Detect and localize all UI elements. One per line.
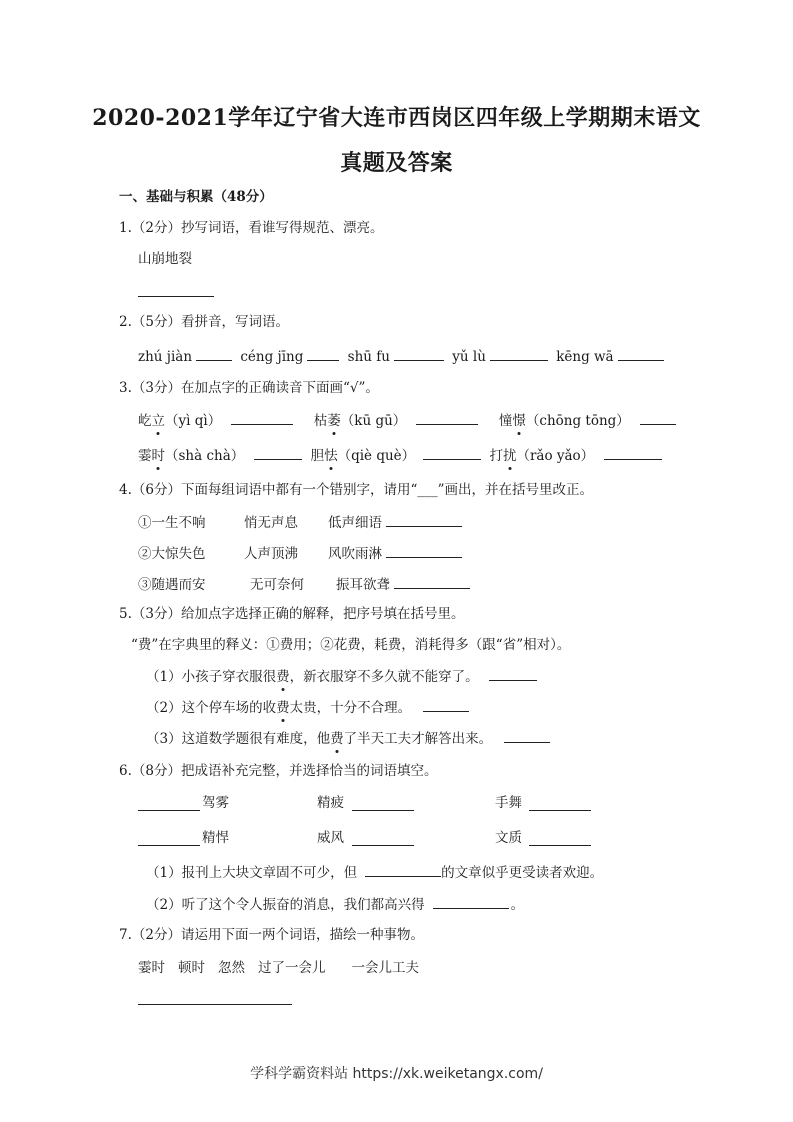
q7-word-2: 顿时 [178,960,205,976]
q6-idiom-3: 手舞 [495,795,522,811]
q3-blank-1[interactable] [231,410,293,425]
q6-blank-4[interactable] [138,845,200,846]
q2-pinyin-1: zhú jiàn [138,349,193,365]
q4-row-1 [138,512,466,532]
q3-blank-4[interactable] [254,445,302,460]
q7-word-4: 过了一会儿 [258,960,326,976]
q6-idiom-6: 文质 [495,830,522,846]
q5-item-2-post: 太贵，十分不合理。 [289,700,412,716]
q4-word-1-3: 低声细语 [328,515,382,531]
q6-idiom-5: 威风 [317,830,344,846]
q3-item-3-char: 憧 [498,413,513,429]
q4-blank-2[interactable] [386,543,462,558]
q5-item-1-pre: （1）小孩子穿衣服很 [146,669,277,685]
q7-answer-line[interactable] [138,1004,292,1005]
q6-sentence-2-pre: （2）听了这个令人振奋的消息，我们都高兴得 [146,897,425,913]
q2-blank-3[interactable] [394,346,444,361]
q5-item-3-dotted: 费 [330,731,344,747]
q3-item-1-dotted: 立 [151,413,165,429]
q3-item-4-char: 霎 [138,448,152,464]
q6-blank-1[interactable] [138,810,200,811]
q5-item-1-post: ，新衣服穿不多久就不能穿了。 [289,669,479,685]
q4-word-1-2: 悄无声息 [244,515,298,531]
q1-word: 山崩地裂 [138,251,192,267]
q3-item-1-reading: （yì qì） [165,413,222,429]
q1-answer-line[interactable] [138,296,214,297]
q5-stem: 5.（3分）给加点字选择正确的解释，把序号填在括号里。 [119,606,465,622]
q7-word-1: 霎时 [138,960,165,976]
q3-blank-2[interactable] [416,410,478,425]
q6-blank-5[interactable] [352,845,414,846]
q6-sentence-1 [146,862,603,882]
q2-blank-4[interactable] [490,346,548,361]
q6-stem: 6.（8分）把成语补充完整，并选择恰当的词语填空。 [119,763,438,779]
q3-row-2 [138,445,666,465]
q7-word-5: 一会儿工夫 [351,960,419,976]
q6-sentence-1-post: 的文章似乎更受读者欢迎。 [441,865,604,881]
q6-sentence-2-blank[interactable] [433,894,509,909]
q6-idiom-4: 精悍 [202,830,229,846]
q2-pinyin-row [138,346,668,366]
q6-sentence-1-pre: （1）报刊上大块文章固不可少，但 [146,865,358,881]
q7-word-list [138,959,419,977]
q3-item-4-reading: （shà chà） [165,448,245,464]
q3-item-5-dotted: 怯 [324,448,338,464]
q2-pinyin-3: shū fu [347,349,390,365]
q5-definition: “费”在字典里的释义：①费用；②花费，耗费，消耗得多（跟“省”相对）。 [131,637,571,653]
title-line-1: 2020-2021学年辽宁省大连市西岗区四年级上学期期末语文 [92,105,701,131]
q6-idiom-2: 精疲 [317,795,344,811]
q3-item-6-char: 打 [489,448,503,464]
section-heading: 一、基础与积累（48分） [119,189,273,205]
q2-pinyin-5: kēng wā [556,349,614,365]
q6-sentence-2 [146,894,524,914]
q2-blank-1[interactable] [196,346,232,361]
q5-item-1-dotted: 费 [276,669,290,685]
q3-item-1-char: 屹 [138,413,152,429]
q3-item-5-char: 胆 [310,448,325,464]
q3-item-2-char: 枯 [313,413,328,429]
q3-item-2-reading: （kū gū） [340,413,407,429]
q3-item-6-reading: （rǎo yǎo） [516,448,595,464]
q5-blank-1[interactable] [489,666,537,681]
q2-stem: 2.（5分）看拼音，写词语。 [119,314,289,330]
q3-blank-5[interactable] [423,445,481,460]
q3-blank-6[interactable] [604,445,662,460]
q4-blank-3[interactable] [394,574,470,589]
q5-item-3-pre: （3）这道数学题很有难度，他 [146,731,331,747]
q4-word-2-1: ②大惊失色 [138,546,206,562]
q6-blank-3[interactable] [529,810,591,811]
q7-stem: 7.（2分）请运用下面一两个词语，描绘一种事物。 [119,927,424,943]
q2-pinyin-4: yǔ lù [452,349,486,365]
q4-word-3-2: 无可奈何 [250,577,304,593]
q3-item-2-dotted: 萎 [327,413,341,429]
q6-sentence-2-post: 。 [510,897,525,913]
q3-item-5-reading: （qiè què） [337,448,416,464]
q4-blank-1[interactable] [386,512,462,527]
q4-stem: 4.（6分）下面每组词语中都有一个错别字，请用“___”画出，并在括号里改正。 [119,482,594,498]
q1-stem: 1.（2分）抄写词语，看谁写得规范、漂亮。 [119,220,384,236]
q6-idiom-1: 驾雾 [202,795,229,811]
q3-blank-3[interactable] [640,410,676,425]
q4-word-2-3: 风吹雨淋 [328,546,382,562]
q5-item-1 [146,666,541,686]
q4-word-3-1: ③随遇而安 [138,577,206,593]
title-line-2: 真题及答案 [340,150,453,176]
q5-item-2 [146,697,473,717]
q5-item-2-pre: （2）这个停车场的收 [146,700,277,716]
q7-word-3: 忽然 [218,960,245,976]
q5-item-2-dotted: 费 [276,700,290,716]
q3-item-3-dotted: 憬 [512,413,526,429]
footer-watermark: 学科学霸资料站 https://xk.weiketangx.com/ [250,1066,543,1082]
q2-blank-5[interactable] [618,346,664,361]
q6-blank-6[interactable] [529,845,591,846]
q3-item-3-reading: （chōng tōng） [525,413,630,429]
q3-row-1 [138,410,680,430]
q6-blank-2[interactable] [352,810,414,811]
q5-item-3 [146,728,554,748]
q2-blank-2[interactable] [307,346,339,361]
q3-item-4-dotted: 时 [151,448,165,464]
q4-row-3 [138,574,474,594]
q3-stem: 3.（3分）在加点字的正确读音下面画“√”。 [119,380,379,396]
q5-item-3-post: 了半天工夫才解答出来。 [343,731,493,747]
q4-word-3-3: 振耳欲聋 [336,577,390,593]
q5-blank-3[interactable] [504,728,550,743]
q4-word-1-1: ①一生不响 [138,515,206,531]
q6-sentence-1-blank[interactable] [365,862,441,877]
q2-pinyin-2: céng jīng [240,349,304,365]
q4-word-2-2: 人声顶沸 [244,546,298,562]
q4-row-2 [138,543,466,563]
q5-blank-2[interactable] [423,697,469,712]
q3-item-6-dotted: 扰 [502,448,517,464]
